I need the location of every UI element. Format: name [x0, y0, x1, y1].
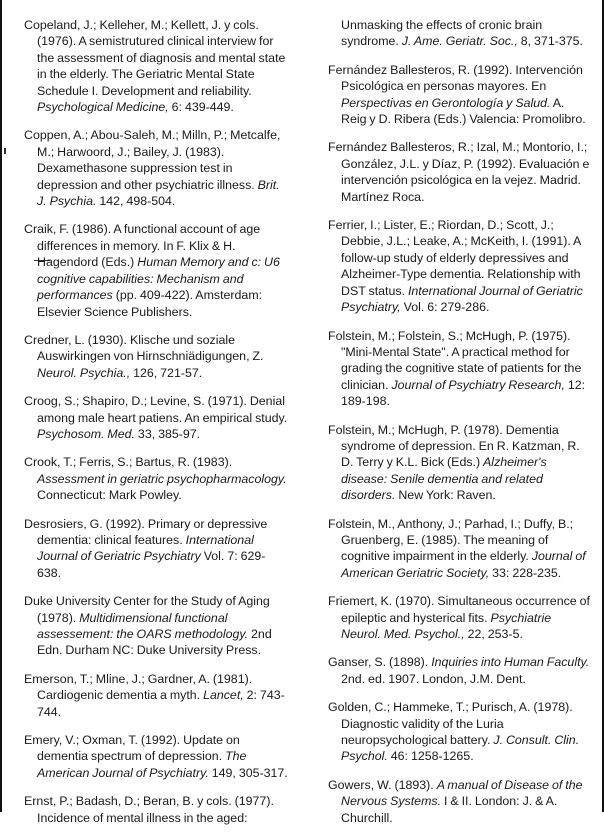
reference-entry: Emerson, T.; Mlinе, J.; Gardner, A. (1981). Cardiogenic dementia a myth. Lancet, 2: 743-744.: [24, 671, 285, 719]
reference-entry: Ernst, P.; Badash, D.; Beran, B. y cols. (1977). Incidence of mental illness in the aged:: [24, 794, 274, 825]
reference-entry: Crook, T.; Ferris, S.; Bartus, R. (1983). Assessment in geriatric psychopharmacology. Connecticut: Mark Powley.: [24, 455, 287, 503]
reference-entry: Credner, L. (1930). Klische und soziale Auswirkingen von Hirnschniädigungen, Z. Neurol. Psychia., 126, 721-57.: [24, 332, 264, 380]
reference-entry: Folstein, M., Anthony, J.; Parhad, I.; Duffy, B.; Gruenberg, E. (1985). The meaning of cognitive impairment in the elderly. Journal of American Geriatric Society, 33: 228-235.: [328, 516, 586, 580]
reference-entry: Ganser, S. (1898). Inquiries into Human Faculty. 2nd. ed. 1907. London, J.M. Dent.: [328, 655, 590, 686]
reference-entry: Fernández Ballesteros, R. (1992). Intervención Psicológica en personas mayores. En Perspectivas en Gerontología y Salud. A. Reig y D. Ribera (Eds.) Valencia: Promolibro.: [328, 62, 586, 127]
reference-entry: Emery, V.; Oxman, T. (1992). Update on dementia spectrum of depression. The American Journal of Psychiatry. 149, 305-317.: [24, 733, 288, 780]
reference-entry: Craik, F. (1986). A functional account of age differences in memory. In F. Klix & H. Hagendord (Eds.) Human Memory and c: U6 cognitive capabilities: Mechanism and performances (pp. 409-422). Amsterdam: Elsevier Science Publishers.: [24, 222, 280, 319]
reference-entry: Coppen, A.; Abou-Saleh, M.; Milln, P.; Metcalfe, M.; Harwoord, J.; Bailey, J. (1983). Dexamethasone suppression test in depression and other psychiatric illness. Brit. J. Psychia. 142, 498-504.: [24, 128, 281, 209]
reference-entry: Fernández Ballesteros, R.; Izal, M.; Montorio, I.; González, J.L. y Díaz, P. (1992). Evaluación e intervención psicológica en la vejez. Madrid. Martínez Roca.: [328, 140, 590, 204]
reference-entry: Folstein, M.; McHugh, P. (1978). Dementia syndrome of depression. En R. Katzman, R. D. Terry y K.L. Bick (Eds.) Alzheimer's disease: Senile dementia and related disorders. New York: Raven.: [328, 422, 580, 503]
reference-entry: Golden, C.; Hammeke, T.; Purisch, A. (1978). Diagnostic validity of the Luria neuropsychological battery. J. Consult. Clin. Psychol. 46: 1258-1265.: [328, 700, 580, 764]
reference-entry: Copeland, J.; Kelleher, M.; Kellett, J. y cols. (1976). A semistrutured clinical interview for the assessment of diagnosis and mental state in the elderly. The Geriatric Mental State Schedule I. Development and reliability. Psychological Medicine, 6: 439-449.: [24, 18, 286, 115]
reference-entry: Ferrier, I.; Lister, E.; Riordan, D.; Scott, J.; Debbie, J.L.; Leake, A.; McKeith, I. (1991). A follow-up study of elderly depressives and Alzheimer-Type dementia. Relationship with DST status. International Journal of Geriatric Psychiatry, Vol. 6: 279-286.: [328, 218, 583, 315]
scan-edge-left: [0, 0, 2, 812]
reference-entry: Croog, S.; Shapiro, D.; Levine, S. (1971). Denial among male heart patiens. An empirical study. Psychosom. Med. 33, 385-97.: [24, 394, 288, 441]
reference-entry: Desrosiers, G. (1992). Primary or depressive dementia: clinical features. International Journal of Geriatric Psychiatry Vol. 7: 629-638.: [24, 516, 268, 580]
reference-entry: Duke University Center for the Study of Aging (1978). Multidimensional functional assessement: the OARS methodology. 2nd Edn. Durham NC: Duke University Press.: [24, 594, 272, 658]
reference-entry-continued: Unmasking the effects of cronic brain syndrome. J. Ame. Geriatr. Soc., 8, 371-375.: [341, 18, 583, 49]
reference-entry: Gowers, W. (1893). A manual of Disease of the Nervous Systems. I & II. London: J. & A. Churchill.: [328, 777, 583, 825]
left-column: [24, 17, 289, 838]
reference-entry: Folstein, M.; Folstein, S.; McHugh, P. (1975). "Mini-Mental State". A practical method for grading the cognitive state of patients for the clinician. Journal of Psychiatry Research, 12: 189-198.: [328, 328, 586, 409]
reference-entry: Friemert, K. (1970). Simultaneous occurrence of epileptic and hysterical fits. Psychiatrie Neurol. Med. Psychol., 22, 253-5.: [328, 594, 590, 641]
right-column: [328, 17, 592, 838]
scan-speck: [4, 148, 6, 154]
